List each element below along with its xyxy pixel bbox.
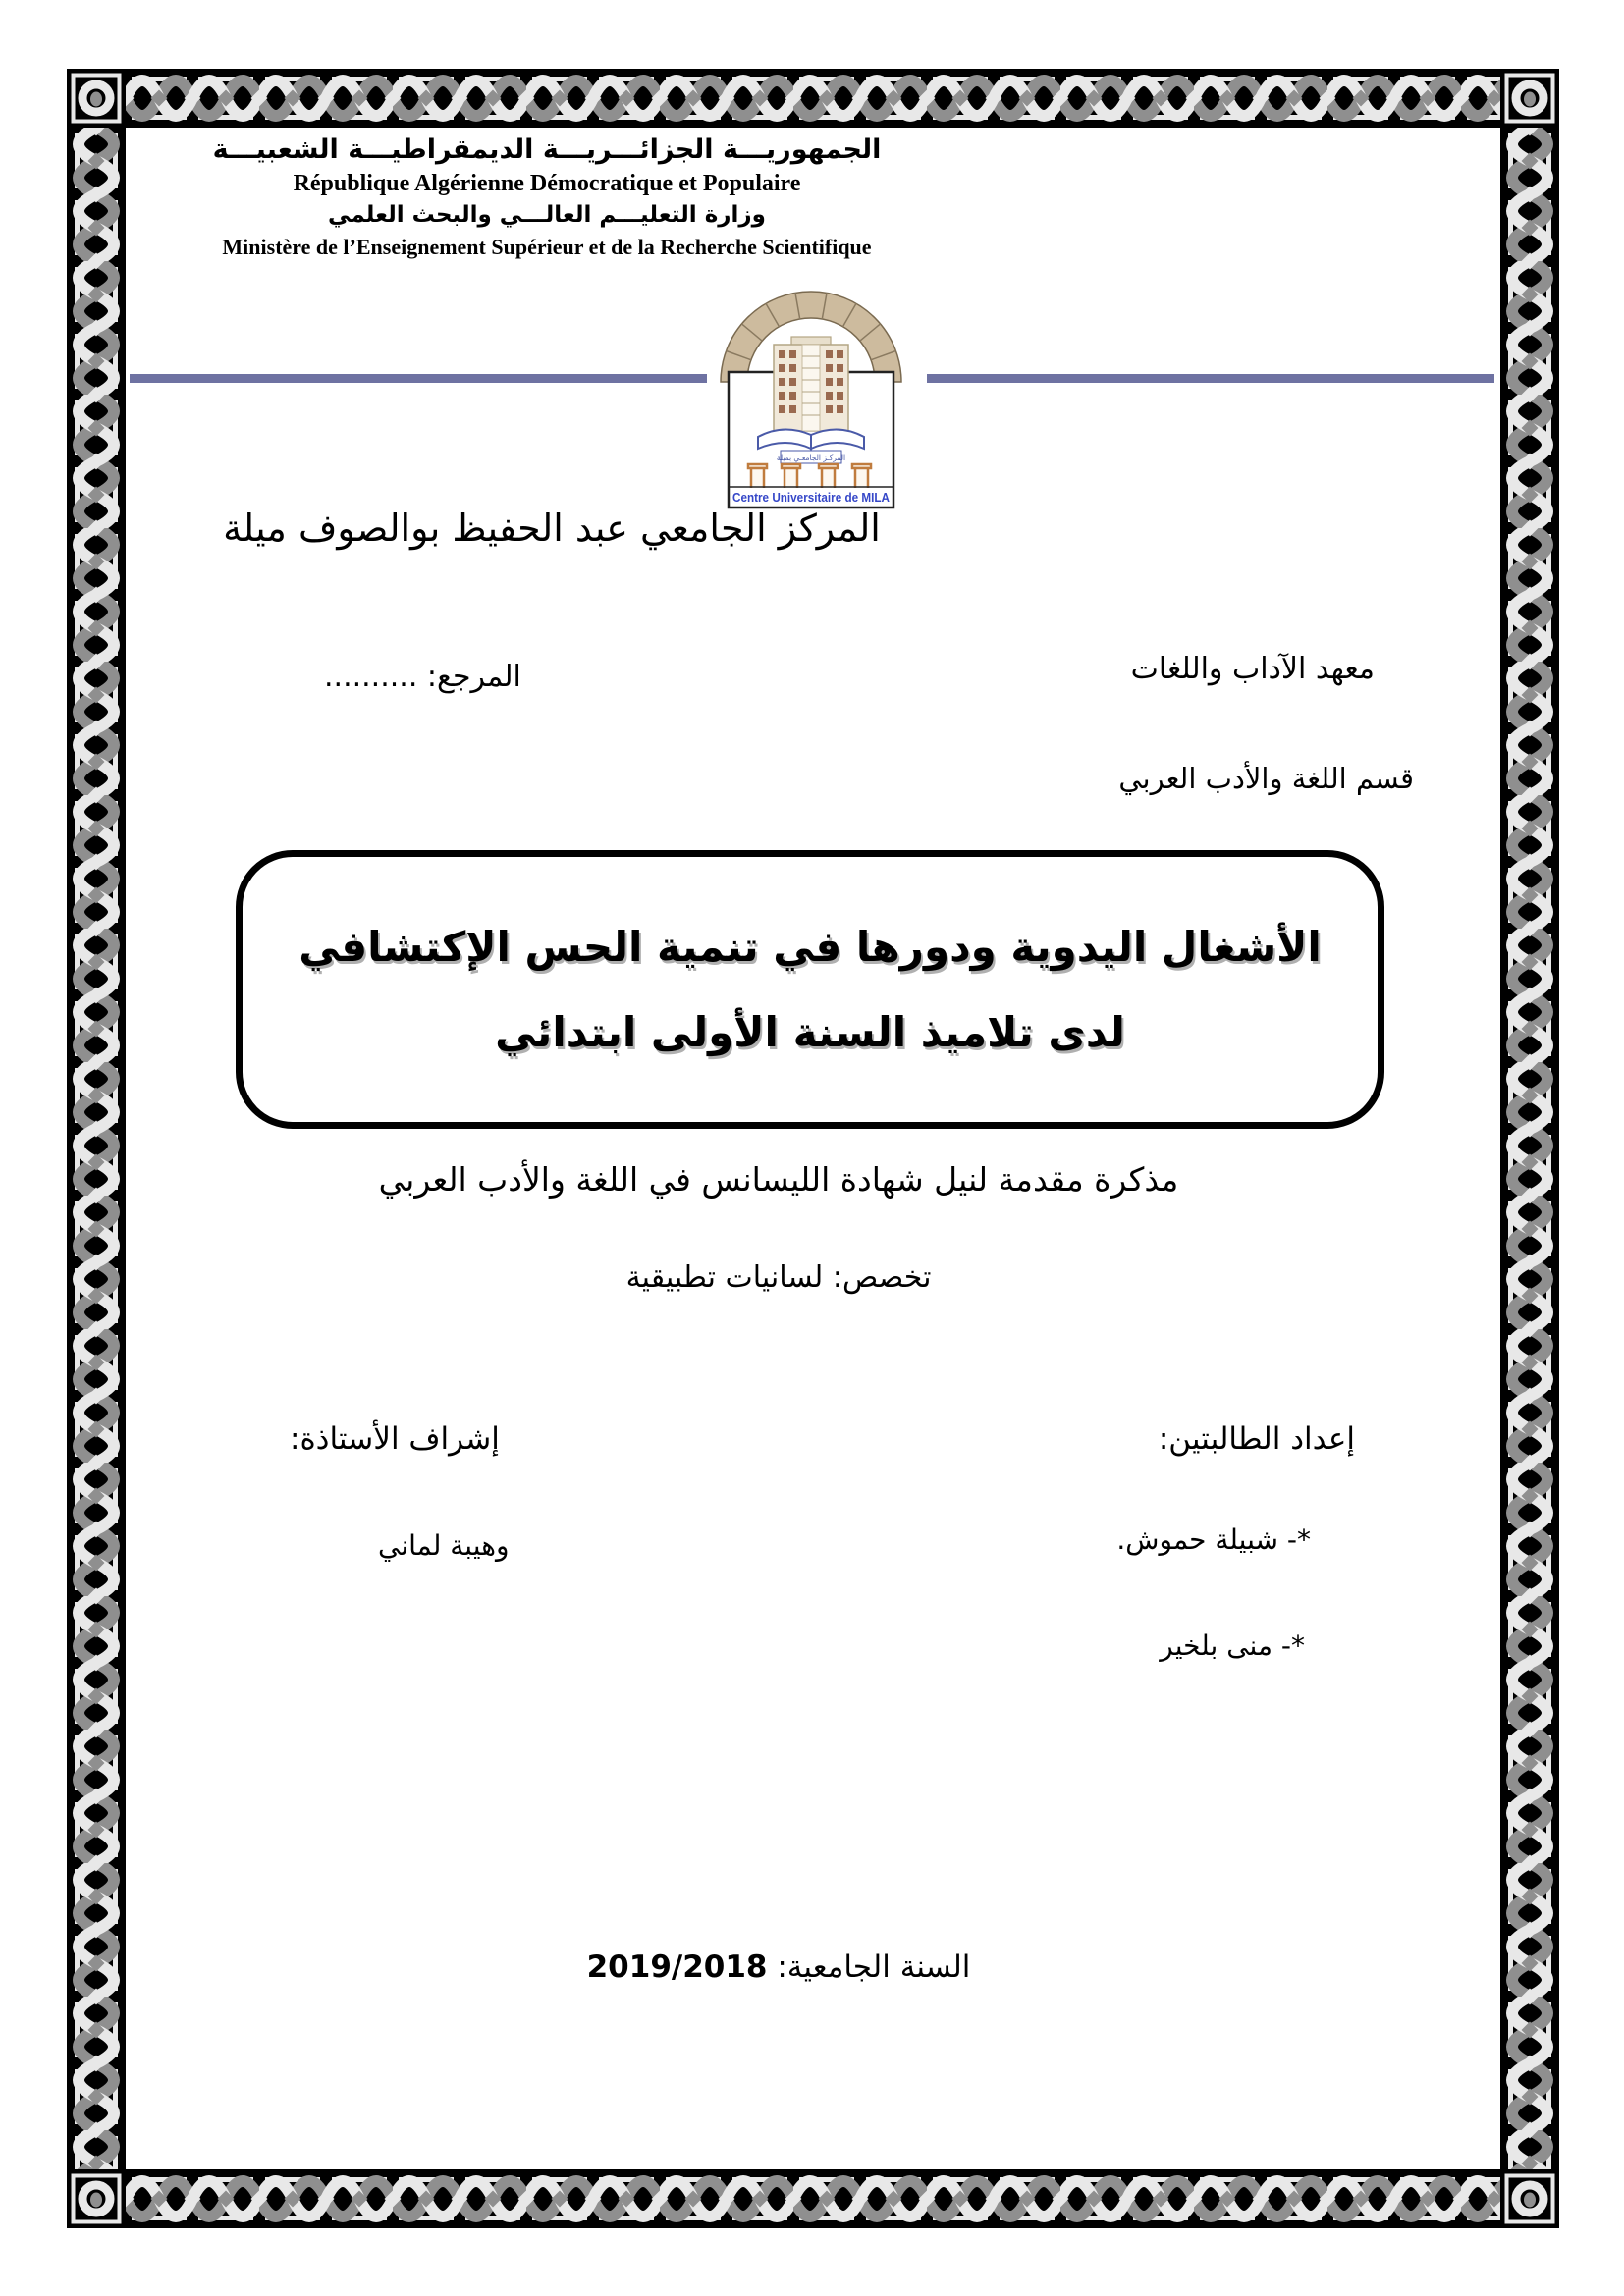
republic-name-arabic: الجمهوريـــة الجزائـــريـــة الديمقراطيـــة الشعبيـــة — [212, 134, 882, 165]
university-logo — [699, 288, 923, 511]
divider-line-left — [130, 374, 707, 383]
supervisor-name: وهيبة لماني — [378, 1529, 510, 1562]
specialty-line: تخصص: لسانيات تطبيقية — [625, 1260, 932, 1295]
border-corner-top-right — [1500, 69, 1559, 128]
ornamental-border-bottom — [126, 2169, 1500, 2228]
thesis-title-box — [236, 850, 1384, 1129]
border-corner-bottom-right — [1500, 2169, 1559, 2228]
logo-building-icon — [774, 337, 848, 431]
academic-year — [130, 1949, 1428, 1985]
student-name-1: *- شبيلة حموش. — [1116, 1523, 1311, 1556]
ministry-name-french: Ministère de l’Enseignement Supérieur et de la Recherche Scientifique — [222, 234, 872, 259]
reference-field: المرجع: .......... — [324, 660, 521, 694]
logo-caption: Centre Universitaire de MILA — [732, 491, 890, 505]
prepared-by-label: إعداد الطالبتين: — [1158, 1421, 1355, 1457]
republic-name-french: République Algérienne Démocratique et Populaire — [293, 170, 801, 196]
ministry-name-arabic: وزارة التعليـــم العالـــي والبحث العلمي — [328, 201, 766, 228]
ornamental-border-left — [67, 128, 126, 2169]
academic-year-label: السنة الجامعية: — [767, 1949, 971, 1985]
supervisor-label: إشراف الأستاذة: — [290, 1421, 500, 1457]
thesis-title-line2: لدى تلاميذ السنة الأولى ابتدائي — [495, 1008, 1125, 1056]
academic-year-value: 2019/2018 — [586, 1949, 768, 1985]
ornamental-border-right — [1500, 128, 1559, 2169]
institute-name: معهد الآداب واللغات — [1130, 652, 1375, 686]
ornamental-border-top — [126, 69, 1500, 128]
department-name: قسم اللغة والأدب العربي — [1118, 762, 1414, 795]
border-corner-bottom-left — [67, 2169, 126, 2228]
border-corner-top-left — [67, 69, 126, 128]
thesis-title-line1: الأشغال اليدوية ودورها في تنمية الحس الإكتشافي — [298, 923, 1322, 971]
divider-line-right — [927, 374, 1494, 383]
header-block — [130, 133, 964, 260]
memo-description: مذكرة مقدمة لنيل شهادة الليسانس في اللغة والأدب العربي — [378, 1160, 1179, 1199]
university-name: المركز الجامعي عبد الحفيظ بوالصوف ميلة — [223, 507, 881, 550]
logo-banner-text: المركـز الجامعـي بميلة — [776, 454, 846, 462]
student-name-2: *- منى بلخير — [1160, 1629, 1305, 1662]
